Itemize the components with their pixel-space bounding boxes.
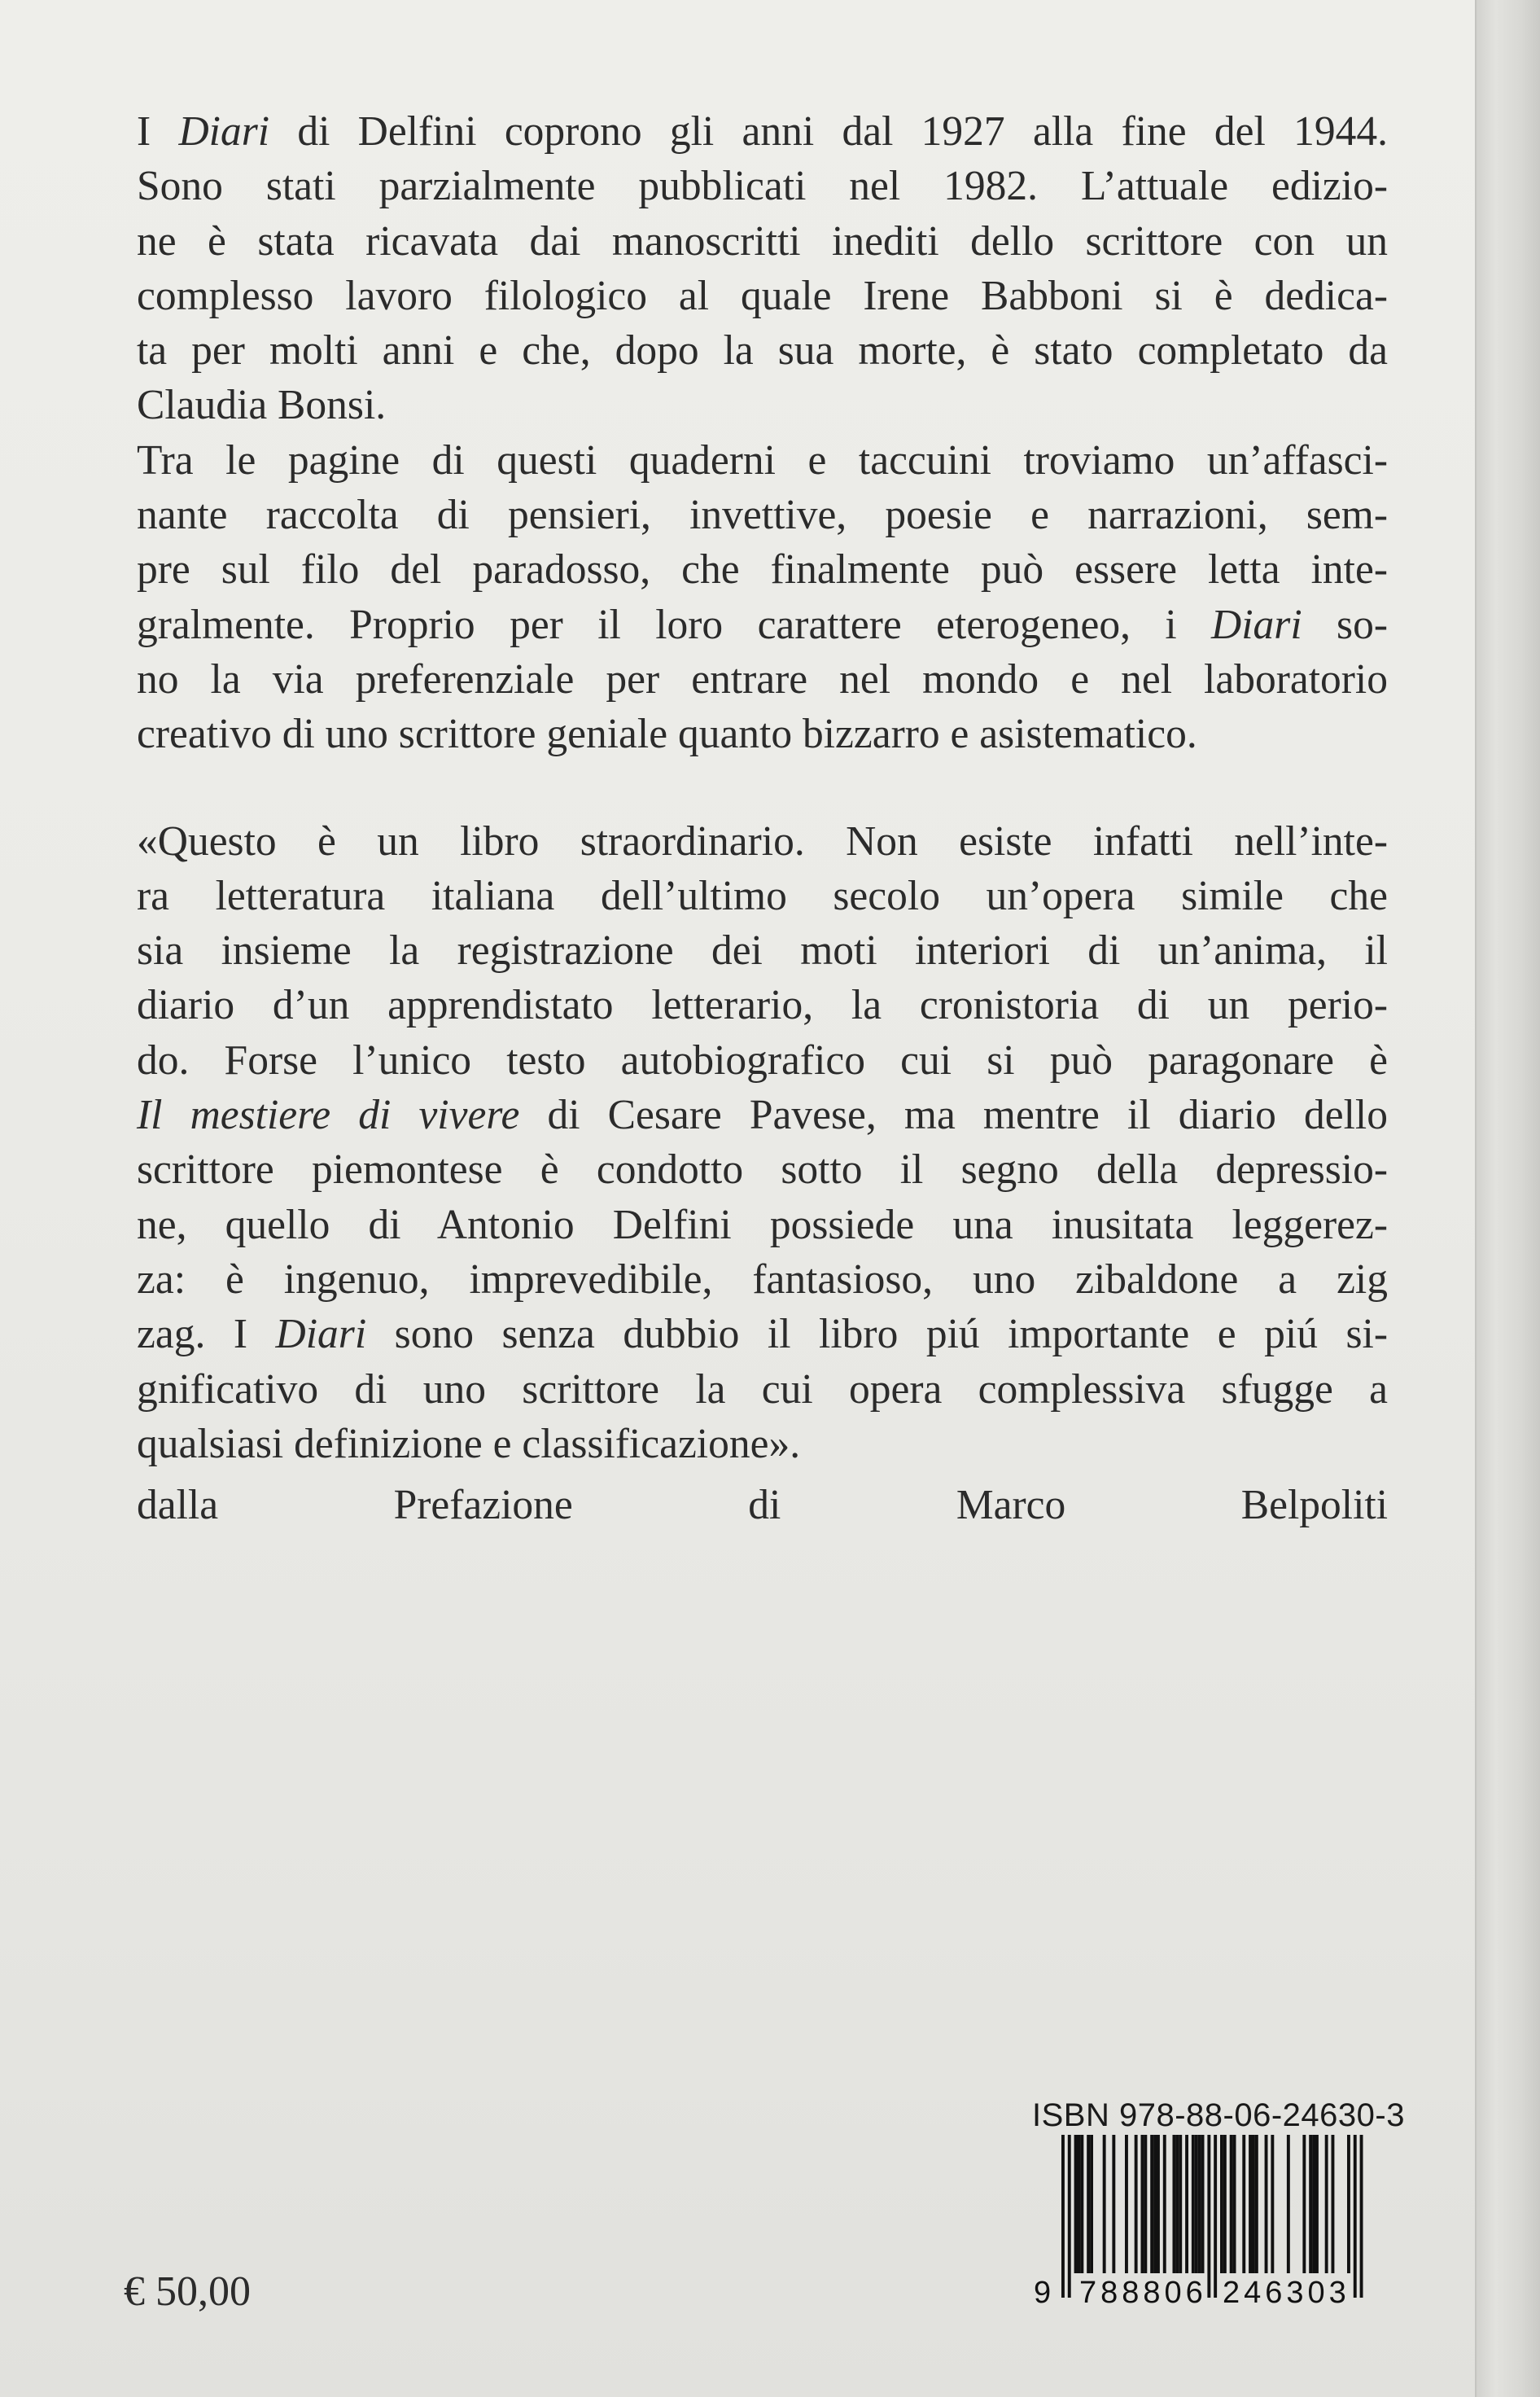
cover-text xyxy=(137,104,1388,1532)
synopsis-line: Claudia Bonsi. xyxy=(137,382,387,429)
synopsis-line: Tra le pagine di questi quaderni e taccuini troviamo un’affasci- xyxy=(137,436,1388,484)
barcode-bar xyxy=(1074,2135,1078,2273)
barcode-bar xyxy=(1302,2135,1306,2273)
quote-line: ne, quello di Antonio Delfini possiede una inusitata leggerez- xyxy=(137,1201,1388,1248)
quote-line: Il mestiere di vivere di Cesare Pavese, ma mentre il diario dello xyxy=(137,1092,1388,1139)
barcode-bar xyxy=(1112,2135,1115,2273)
synopsis-line: Sono stati parzialmente pubblicati nel 1982. L’attuale edizio- xyxy=(137,163,1388,210)
barcode-bar xyxy=(1125,2135,1128,2273)
synopsis-line: pre sul filo del paradosso, che finalmente può essere letta inte- xyxy=(137,546,1388,594)
synopsis-line: gralmente. Proprio per il loro carattere eterogeneo, i Diari so- xyxy=(137,601,1388,648)
barcode-bar xyxy=(1223,2135,1227,2273)
barcode-bar xyxy=(1144,2135,1147,2273)
barcode-bar xyxy=(1080,2135,1083,2273)
synopsis-line: ne è stata ricavata dai manoscritti inediti dello scrittore con un xyxy=(137,217,1388,265)
barcode-bar xyxy=(1242,2135,1245,2273)
barcode-bar xyxy=(1157,2135,1160,2273)
barcode-bar xyxy=(1332,2135,1335,2273)
quote-line: ra letteratura italiana dell’ultimo secolo un’opera simile che xyxy=(137,872,1388,919)
barcode-lead-digit: 9 xyxy=(1034,2276,1052,2307)
book-spine-edge xyxy=(1475,0,1540,2397)
barcode-bar xyxy=(1198,2135,1201,2273)
barcode-bar xyxy=(1347,2135,1350,2273)
barcode-bar xyxy=(1220,2135,1223,2273)
barcode-bar xyxy=(1103,2135,1106,2273)
barcode-bar xyxy=(1135,2135,1138,2273)
quote-line: za: è ingenuo, imprevedibile, fantasioso, uno zibaldone a zig xyxy=(137,1255,1388,1303)
quote-line: qualsiasi definizione e classificazione». xyxy=(137,1420,801,1467)
barcode-bar xyxy=(1207,2135,1210,2298)
barcode-bar xyxy=(1163,2135,1166,2273)
barcode-bar xyxy=(1249,2135,1252,2273)
quote-line: scrittore piemontese è condotto sotto il segno della depressio- xyxy=(137,1146,1388,1194)
synopsis-line: complesso lavoro filologico al quale Irene Babboni si è dedica- xyxy=(137,272,1388,319)
quote-line: zag. I Diari sono senza dubbio il libro piú importante e piú si- xyxy=(137,1311,1388,1358)
barcode-bar xyxy=(1150,2135,1153,2273)
quote-line: do. Forse l’unico testo autobiografico cui si può paragonare è xyxy=(137,1036,1388,1084)
barcode-bar xyxy=(1312,2135,1315,2273)
barcode-bar xyxy=(1078,2135,1081,2273)
synopsis-line: I Diari di Delfini coprono gli anni dal 1927 alla fine del 1944. xyxy=(137,108,1388,155)
barcode-bar xyxy=(1061,2135,1065,2298)
barcode-left-digits: 788806 xyxy=(1079,2276,1207,2307)
barcode-bar xyxy=(1179,2135,1182,2273)
barcode-bar xyxy=(1175,2135,1179,2273)
quote-line: gnificativo di uno scrittore la cui opera complessiva sfugge a xyxy=(137,1365,1388,1413)
barcode-bar xyxy=(1195,2135,1198,2273)
barcode-bar xyxy=(1265,2135,1268,2273)
barcode-bar xyxy=(1315,2135,1319,2273)
barcode-bar xyxy=(1141,2135,1144,2273)
barcode-bar xyxy=(1354,2135,1357,2298)
quote-line: «Questo è un libro straordinario. Non esiste infatti nell’inte- xyxy=(137,817,1388,865)
barcode-bar xyxy=(1173,2135,1176,2273)
paragraph-gap xyxy=(137,762,1388,814)
preface-quote xyxy=(137,814,1388,1472)
barcode-bar xyxy=(1201,2135,1205,2273)
synopsis xyxy=(137,104,1388,762)
synopsis-line: creativo di uno scrittore geniale quanto bizzarro e asistematico. xyxy=(137,711,1197,758)
barcode-bar xyxy=(1325,2135,1328,2273)
barcode-bar xyxy=(1090,2135,1093,2273)
barcode-bar xyxy=(1309,2135,1312,2273)
barcode-bars xyxy=(1061,2135,1363,2298)
barcode-bar xyxy=(1255,2135,1258,2273)
synopsis-line: ta per molti anni e che, dopo la sua morte, è stato completato da xyxy=(137,327,1388,375)
barcode-bar xyxy=(1230,2135,1233,2273)
barcode-bar xyxy=(1153,2135,1157,2273)
barcode-bar xyxy=(1185,2135,1188,2273)
barcode-bar xyxy=(1233,2135,1236,2273)
price: € 50,00 xyxy=(124,2268,251,2315)
barcode-bar xyxy=(1252,2135,1255,2273)
quote-line: diario d’un apprendistato letterario, la cronistoria di un perio- xyxy=(137,982,1388,1029)
quote-attribution: dalla Prefazione di Marco Belpoliti xyxy=(137,1482,1388,1529)
barcode-bar xyxy=(1287,2135,1290,2273)
barcode xyxy=(1029,2135,1379,2307)
barcode-bar xyxy=(1214,2135,1217,2298)
barcode-graphic xyxy=(1029,2135,1379,2307)
barcode-bar xyxy=(1271,2135,1274,2273)
isbn-label: ISBN 978-88-06-24630-3 xyxy=(1032,2097,1405,2133)
synopsis-line: no la via preferenziale per entrare nel mondo e nel laboratorio xyxy=(137,655,1388,703)
barcode-bar xyxy=(1360,2135,1363,2298)
synopsis-line: nante raccolta di pensieri, invettive, poesie e narrazioni, sem- xyxy=(137,492,1388,539)
barcode-bar xyxy=(1192,2135,1195,2273)
barcode-bar xyxy=(1068,2135,1071,2298)
barcode-right-digits: 246303 xyxy=(1223,2276,1350,2307)
barcode-bar xyxy=(1087,2135,1090,2273)
quote-line: sia insieme la registrazione dei moti interiori di un’anima, il xyxy=(137,927,1388,975)
